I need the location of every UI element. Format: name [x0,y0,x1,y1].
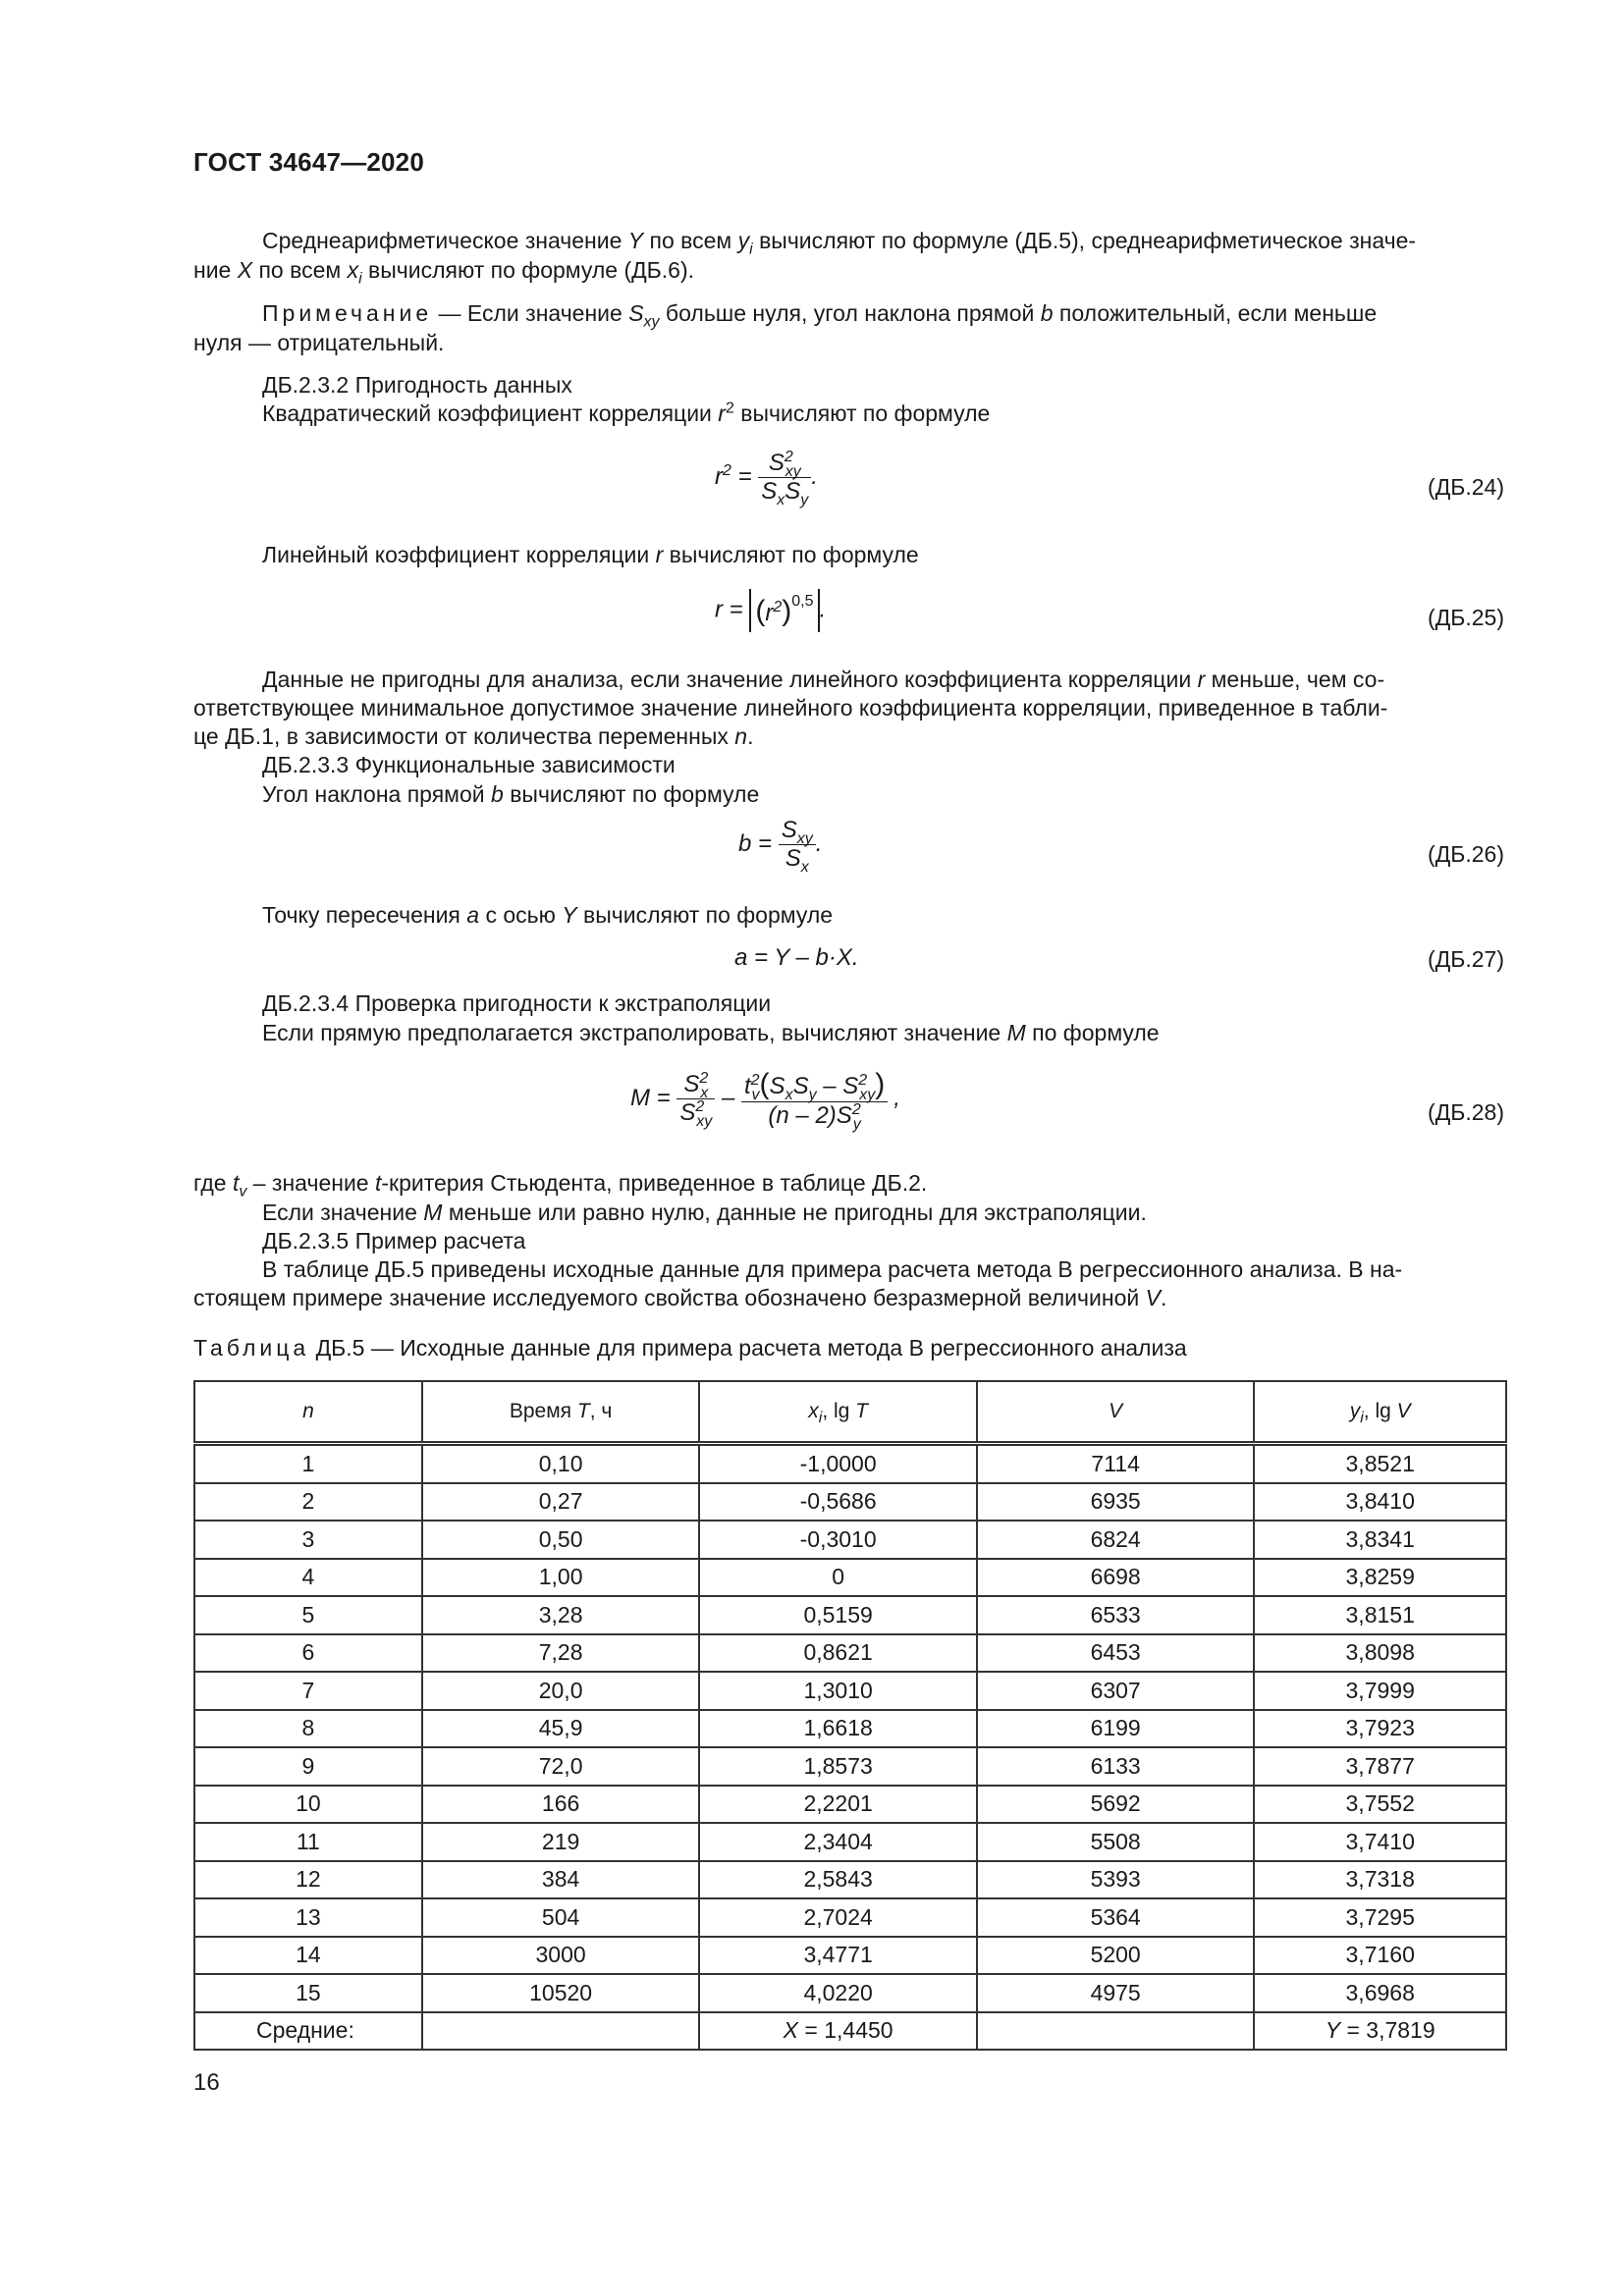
tv-definition: где $t_v$ – значение t-критерия Стьюдента, приведенное в таблице ДБ.2. [193,1170,928,1201]
cell-v: 5692 [977,1786,1254,1824]
cell-time: 3000 [422,1937,700,1975]
cell-time: 3,28 [422,1596,700,1634]
cell-v: 4975 [977,1974,1254,2012]
header-n: n [194,1381,422,1444]
cell-x: -1,0000 [699,1444,977,1483]
cell-time: 504 [422,1898,700,1937]
cell-v: 7114 [977,1444,1254,1483]
cell-n: 11 [194,1823,422,1861]
paragraph-means-cont: ние X по всем $x_i$ вычисляют по формуле (ДБ.6). [193,257,695,288]
cell-x: -0,5686 [699,1483,977,1522]
equation-number-db26: (ДБ.26) [1428,841,1504,867]
cell-n: 10 [194,1786,422,1824]
cell-x: 0 [699,1559,977,1597]
header-x: $x_i$, lg T [699,1381,977,1444]
paragraph-example: В таблице ДБ.5 приведены исходные данные для примера расчета метода В регрессионного анализа. В на- [262,1256,1403,1282]
cell-y: 3,8341 [1254,1521,1506,1559]
equation-db28: M = $\frac{S^2_x}{S^2_{xy}}$ – $\frac{t^2_v(S_xS_y - S^2_{xy})}{(n - 2)S^2_y}$ , [630,1068,900,1133]
paragraph-example-cont: стоящем примере значение исследуемого свойства обозначено безразмерной величиной V. [193,1285,1167,1310]
cell-y: 3,8098 [1254,1634,1506,1673]
table-caption: Таблица ДБ.5 — Исходные данные для примера расчета метода В регрессионного анализа [193,1335,1187,1361]
cell-n: 12 [194,1861,422,1899]
cell-n: 3 [194,1521,422,1559]
table-row [194,1444,1506,1483]
header-v: V [977,1381,1254,1444]
section-heading-234: ДБ.2.3.4 Проверка пригодности к экстраполяции [262,990,772,1016]
cell-time: 0,10 [422,1444,700,1483]
paragraph-validity: Данные не пригодны для анализа, если значение линейного коэффициента корреляции r меньше, чем со- [262,667,1385,692]
cell-y: 3,7552 [1254,1786,1506,1824]
cell-v: 6824 [977,1521,1254,1559]
table-row [194,1786,1506,1824]
cell-n: 15 [194,1974,422,2012]
table-row [194,1559,1506,1597]
table-row [194,1823,1506,1861]
m-intro: Если прямую предполагается экстраполировать, вычисляют значение M по формуле [262,1020,1160,1045]
cell-v: 5200 [977,1937,1254,1975]
equation-db27: a = Y – b·X. [734,944,859,971]
equation-number-db27: (ДБ.27) [1428,946,1504,972]
table-row [194,1521,1506,1559]
cell-x: 0,5159 [699,1596,977,1634]
cell-v: 5364 [977,1898,1254,1937]
paragraph-means: Среднеарифметическое значение Y по всем $y_i$ вычисляют по формуле (ДБ.5), среднеарифметическое значе- [262,228,1417,258]
table-row [194,1861,1506,1899]
table-header-row [194,1381,1506,1444]
section-heading-233: ДБ.2.3.3 Функциональные зависимости [262,752,676,777]
cell-x: 1,8573 [699,1747,977,1786]
cell-y: 3,8410 [1254,1483,1506,1522]
cell-x: 2,3404 [699,1823,977,1861]
section-heading-235: ДБ.2.3.5 Пример расчета [262,1228,526,1254]
cell-y: 3,7318 [1254,1861,1506,1899]
cell-time: 10520 [422,1974,700,2012]
paragraph-validity-cont1: ответствующее минимальное допустимое значение линейного коэффициента корреляции, приведенное в табли- [193,695,1388,721]
b-intro: Угол наклона прямой b вычисляют по формуле [262,781,760,807]
table-row [194,1634,1506,1673]
cell-y: 3,7410 [1254,1823,1506,1861]
cell-v: 5393 [977,1861,1254,1899]
table-row [194,1596,1506,1634]
cell-time: 0,27 [422,1483,700,1522]
table-row [194,1974,1506,2012]
cell-v: 6533 [977,1596,1254,1634]
footer-empty-time [422,2012,700,2051]
cell-n: 13 [194,1898,422,1937]
cell-x: 1,6618 [699,1710,977,1748]
cell-n: 6 [194,1634,422,1673]
a-intro: Точку пересечения a с осью Y вычисляют по формуле [262,902,834,928]
paragraph-validity-cont2: це ДБ.1, в зависимости от количества переменных n. [193,723,754,749]
cell-v: 6307 [977,1672,1254,1710]
footer-empty-v [977,2012,1254,2051]
cell-y: 3,7160 [1254,1937,1506,1975]
cell-n: 5 [194,1596,422,1634]
table-row [194,1937,1506,1975]
header-y: $y_i$, lg V [1254,1381,1506,1444]
cell-time: 7,28 [422,1634,700,1673]
cell-x: 4,0220 [699,1974,977,2012]
data-table-db5 [193,1380,1507,2051]
page-number: 16 [193,2069,220,2096]
cell-x: 2,7024 [699,1898,977,1937]
footer-y-mean: Y = 3,7819 [1254,2012,1506,2051]
cell-n: 7 [194,1672,422,1710]
cell-y: 3,7877 [1254,1747,1506,1786]
cell-v: 6698 [977,1559,1254,1597]
cell-x: 1,3010 [699,1672,977,1710]
cell-time: 166 [422,1786,700,1824]
m-condition: Если значение M меньше или равно нулю, данные не пригодны для экстраполяции. [262,1200,1147,1225]
equation-number-db25: (ДБ.25) [1428,605,1504,630]
table-footer-row [194,2012,1506,2051]
cell-x: -0,3010 [699,1521,977,1559]
cell-y: 3,6968 [1254,1974,1506,2012]
equation-db25: $r = (r^2)^{0,5}$ . [715,589,826,632]
cell-time: 219 [422,1823,700,1861]
cell-n: 4 [194,1559,422,1597]
cell-x: 0,8621 [699,1634,977,1673]
equation-number-db24: (ДБ.24) [1428,474,1504,500]
cell-n: 2 [194,1483,422,1522]
table-row [194,1898,1506,1937]
table-row [194,1747,1506,1786]
cell-v: 6133 [977,1747,1254,1786]
cell-x: 2,5843 [699,1861,977,1899]
note: Примечание — Если значение $S_{xy}$ больше нуля, угол наклона прямой b положительный, если меньше [262,300,1378,331]
r-intro: Линейный коэффициент корреляции r вычисляют по формуле [262,542,919,567]
cell-n: 14 [194,1937,422,1975]
table-row [194,1672,1506,1710]
cell-v: 6199 [977,1710,1254,1748]
cell-y: 3,7923 [1254,1710,1506,1748]
footer-label: Средние: [194,2012,422,2051]
note-cont: нуля — отрицательный. [193,330,445,355]
header-time: Время T, ч [422,1381,700,1444]
table-row [194,1483,1506,1522]
cell-y: 3,8259 [1254,1559,1506,1597]
footer-x-mean: X = 1,4450 [699,2012,977,2051]
equation-db24: $r^2$ = $\frac{S^2_{xy}}{S_xS_y}$ . [715,449,818,508]
cell-time: 20,0 [422,1672,700,1710]
cell-y: 3,7999 [1254,1672,1506,1710]
cell-n: 8 [194,1710,422,1748]
section-heading-232: ДБ.2.3.2 Пригодность данных [262,372,572,398]
cell-time: 384 [422,1861,700,1899]
r2-intro: Квадратический коэффициент корреляции $r^2$ вычисляют по формуле [262,400,991,426]
document-header: ГОСТ 34647—2020 [193,147,424,177]
table-row [194,1710,1506,1748]
cell-time: 72,0 [422,1747,700,1786]
cell-time: 45,9 [422,1710,700,1748]
cell-x: 3,4771 [699,1937,977,1975]
cell-y: 3,7295 [1254,1898,1506,1937]
cell-v: 6935 [977,1483,1254,1522]
cell-n: 9 [194,1747,422,1786]
cell-y: 3,8521 [1254,1444,1506,1483]
equation-number-db28: (ДБ.28) [1428,1099,1504,1125]
cell-x: 2,2201 [699,1786,977,1824]
cell-time: 1,00 [422,1559,700,1597]
cell-v: 5508 [977,1823,1254,1861]
cell-v: 6453 [977,1634,1254,1673]
equation-db26: b = $\frac{S_{xy}}{S_x}$ . [738,817,823,876]
cell-time: 0,50 [422,1521,700,1559]
cell-y: 3,8151 [1254,1596,1506,1634]
cell-n: 1 [194,1444,422,1483]
